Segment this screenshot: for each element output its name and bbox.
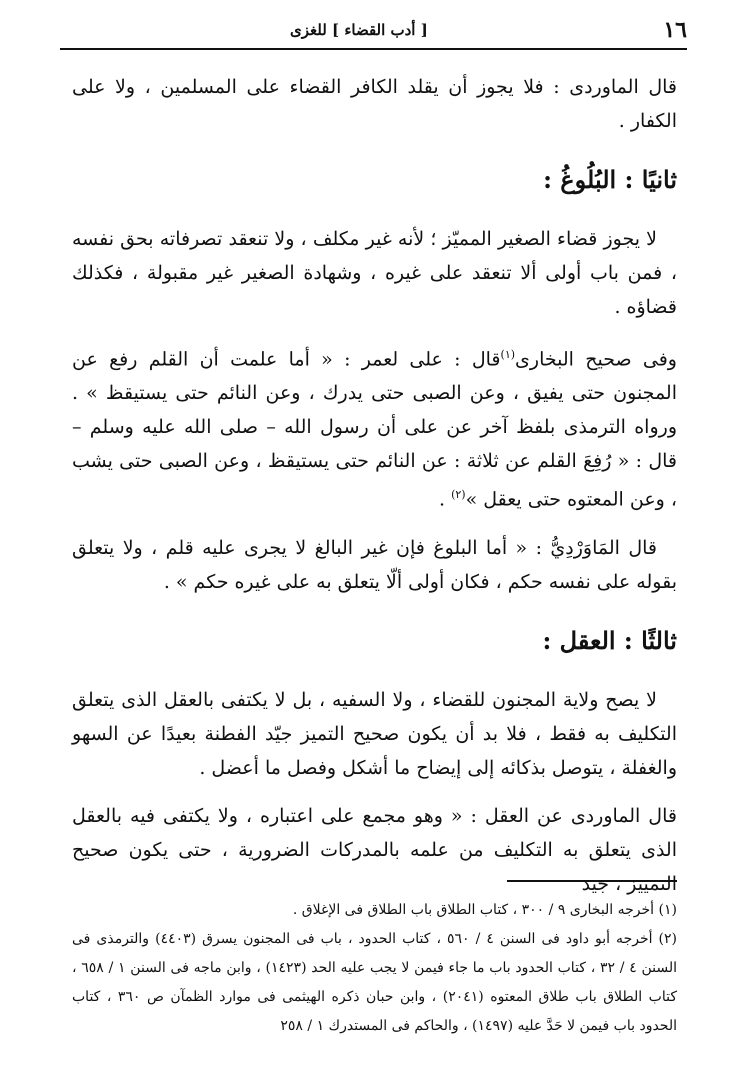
main-text <box>72 70 677 901</box>
hadith-text-end: . <box>438 488 452 511</box>
footnote-ref-2: (٢) <box>451 488 466 502</box>
paragraph-hadith <box>72 338 677 517</box>
hadith-text-body: قال : على لعمر : « أما علمت أن القلم رفع عن المجنون حتى يفيق ، وعن الصبى حتى يدرك ، وعن النائم حتى يستيقظ » . ورواه الترمذى بلفظ آخر عن على أن رسول الله – صلى الله عليه وسلم – قال : « رُفِعَ القلم عن ثلاثة : عن النائم حتى يستيقظ ، وعن الصبى حتى يشب ، وعن المعتوه حتى يعقل » <box>72 348 677 511</box>
running-title: [ أدب القضاء ] للغزى <box>290 21 428 39</box>
paragraph-mawardi-puberty: قال المَاوَرْدِيُّ : « أما البلوغ فإن غير البالغ لا يجرى عليه قلم ، ولا يتعلق بقوله على نفسه حكم ، فكان أولى ألّا يتعلق به على غيره حكم » . <box>72 536 677 593</box>
hadith-text-start: وفى صحيح البخارى <box>515 348 677 371</box>
page-number: ١٦ <box>663 17 687 43</box>
footnotes <box>72 896 677 1041</box>
heading-puberty: ثانيًا : البُلُوغُ : <box>543 165 677 194</box>
paragraph-intellect: لا يصح ولاية المجنون للقضاء ، ولا السفيه ، بل لا يكتفى بالعقل الذى يتعلق التكليف به فقط ، فلا بد أن يكون صحيح التميز جيّد الفطنة بعيدًا عن السهو والغفلة ، يتوصل بذكائه إلى إيضاح ما أشكل وفصل ما أعضل . <box>72 688 677 779</box>
footnote-1: (١) أخرجه البخارى ٩ / ٣٠٠ ، كتاب الطلاق باب الطلاق فى الإغلاق . <box>292 902 677 918</box>
footnote-ref-1: (١) <box>500 348 516 361</box>
paragraph-puberty: لا يجوز قضاء الصغير المميّز ؛ لأنه غير مكلف ، ولا تنعقد تصرفاته بحق نفسه ، فمن باب أولى ألا تنعقد على غيره ، وشهادة الصغير غير مقبولة ، فكذلك قضاؤه . <box>72 228 677 318</box>
footnote-2: (٢) أخرجه أبو داود فى السنن ٤ / ٥٦٠ ، كتاب الحدود ، باب فى المجنون يسرق (٤٤٠٣) والترمذى فى السنن ٤ / ٣٢ ، كتاب الحدود باب ما جاء فيمن لا يجب عليه الحد (١٤٢٣) ، وابن ماجه فى السنن ١ / ٦٥٨ ، كتاب الطلاق باب طلاق المعتوه (٢٠٤١) ، وابن حبان ذكره الهيثمى فى موارد الظمآن ص ٣٦٠ ، كتاب الحدود باب فيمن لا حَدَّ عليه (١٤٩٧) ، والحاكم فى المستدرك ١ / ٢٥٨ <box>72 931 678 1034</box>
paragraph-mawardi-kafir: قال الماوردى : فلا يجوز أن يقلد الكافر القضاء على المسلمين ، ولا على الكفار . <box>72 76 677 132</box>
footnote-divider <box>507 880 677 882</box>
page-header <box>60 12 687 50</box>
paragraph-mawardi-intellect: قال الماوردى عن العقل : « وهو مجمع على اعتباره ، ولا يكتفى فيه بالعقل الذى يتعلق به التكليف من علمه بالمدركات الضرورية ، حتى يكون صحيح التمييز ، جيد <box>72 804 677 895</box>
heading-intellect: ثالثًا : العقل : <box>542 625 677 655</box>
